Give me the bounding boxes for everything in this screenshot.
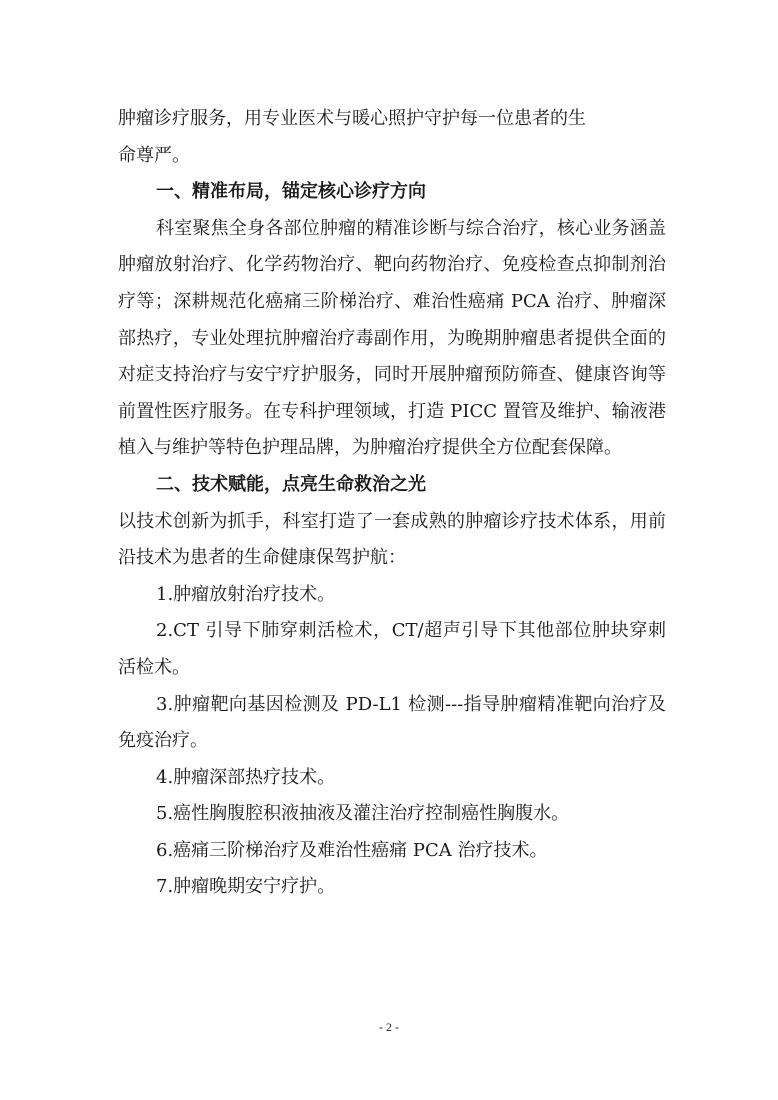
list-item: 6.癌痛三阶梯治疗及难治性癌痛 PCA 治疗技术。 [156, 839, 548, 861]
document-body [118, 101, 666, 906]
opening-line-2: 命尊严。 [118, 144, 190, 166]
list-item: 1.肿瘤放射治疗技术。 [156, 583, 336, 605]
section-heading-1: 一、精准布局，锚定核心诊疗方向 [156, 181, 426, 203]
list-item: 3.肿瘤靶向基因检测及 PD-L1 检测---指导肿瘤精准靶向治疗及免疫治疗。 [118, 693, 666, 752]
section-heading-2: 二、技术赋能，点亮生命救治之光 [156, 473, 426, 495]
opening-line-1: 肿瘤诊疗服务，用专业医术与暖心照护守护每一位患者的生 [118, 108, 586, 129]
section-paragraph-1: 科室聚焦全身各部位肿瘤的精准诊断与综合治疗，核心业务涵盖肿瘤放射治疗、化学药物治疗、靶向药物治疗、免疫检查点抑制剂治疗等；深耕规范化癌痛三阶梯治疗、难治性癌痛 PCA 治疗、肿瘤深部热疗，专业处理抗肿瘤治疗毒副作用，为晚期肿瘤患者提供全面的对症支持治疗与安宁疗护服务，同时开展肿瘤预防筛查、健康咨询等前置性医疗服务。在专科护理领域，打造 PICC 置管及维护、输液港植入与维护等特色护理品牌，为肿瘤治疗提供全方位配套保障。 [118, 217, 666, 459]
list-item: 2.CT 引导下肺穿刺活检术，CT/超声引导下其他部位肿块穿刺活检术。 [118, 620, 666, 678]
page-number: - 2 - [379, 1020, 399, 1034]
list-item: 5.癌性胸腹腔积液抽液及灌注治疗控制癌性胸腹水。 [156, 803, 570, 825]
list-item: 7.肿瘤晚期安宁疗护。 [156, 876, 336, 898]
list-item: 4.肿瘤深部热疗技术。 [156, 766, 336, 788]
section-intro-2: 以技术创新为抓手，科室打造了一套成熟的肿瘤诊疗技术体系，用前沿技术为患者的生命健康保驾护航： [118, 510, 666, 569]
